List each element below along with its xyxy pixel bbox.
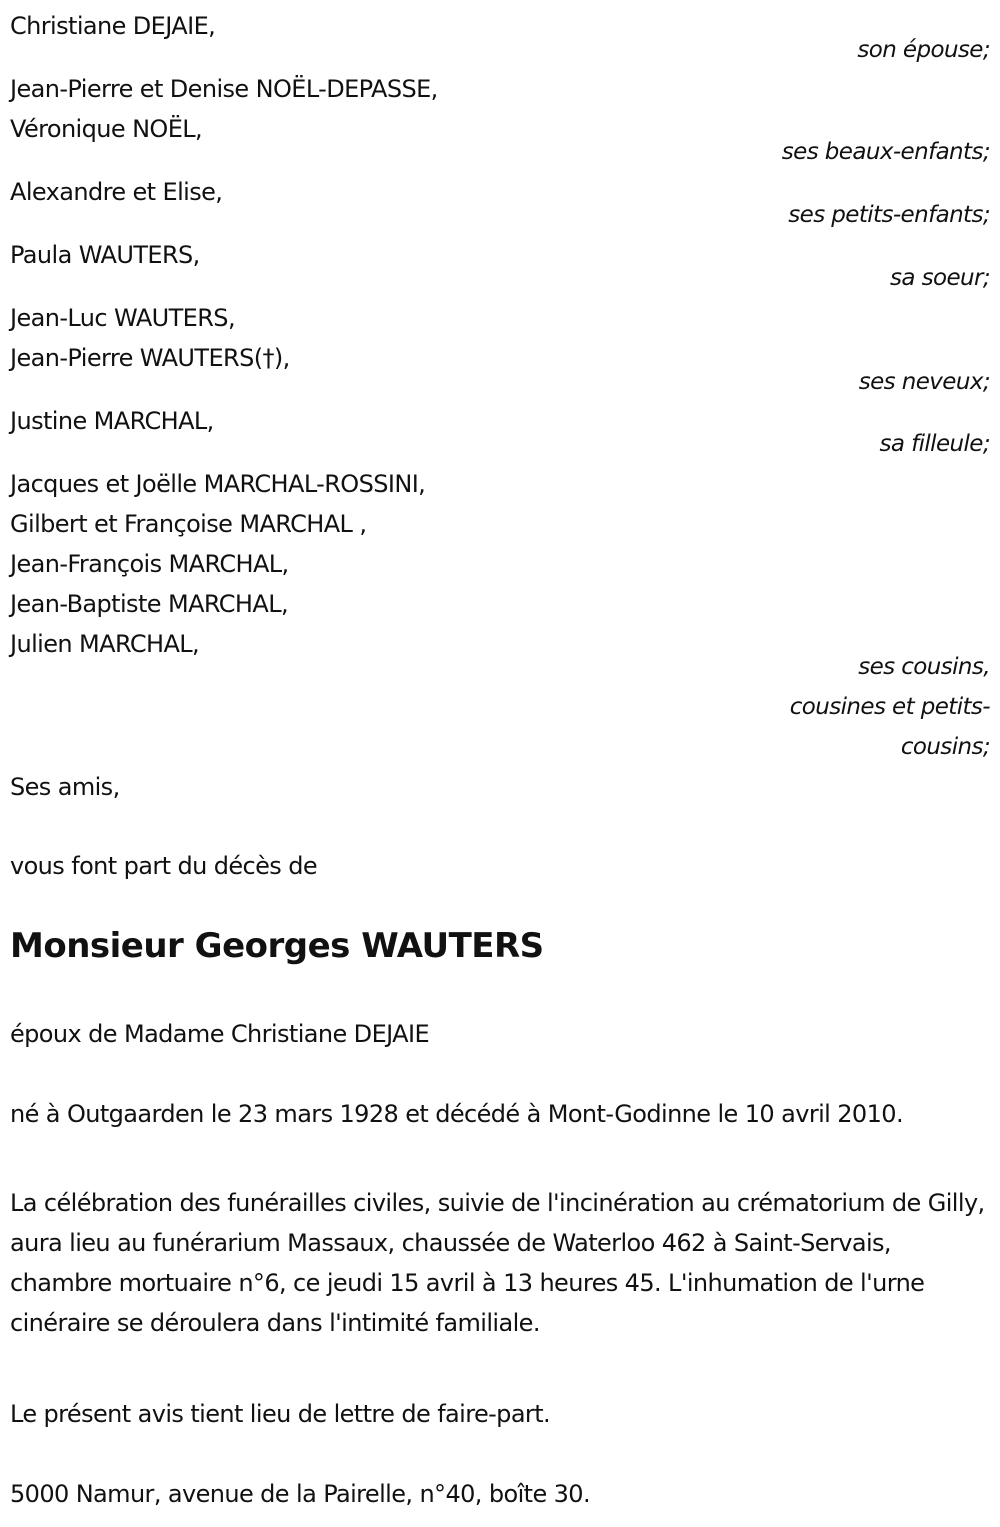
notice-line: Le présent avis tient lieu de lettre de faire-part. — [10, 1400, 551, 1428]
family-relation: ses neveux; — [858, 369, 990, 395]
family-relation: sa soeur; — [890, 265, 990, 291]
family-relation: son épouse; — [857, 37, 990, 63]
family-relation: ses cousins, — [858, 654, 990, 680]
address-line: 5000 Namur, avenue de la Pairelle, n°40, boîte 30. — [10, 1480, 591, 1508]
family-relation: ses petits-enfants; — [788, 202, 990, 228]
deceased-name: Monsieur Georges WAUTERS — [10, 926, 544, 966]
friends-line: Ses amis, — [10, 773, 120, 801]
family-name: Justine MARCHAL, — [10, 407, 214, 435]
family-name: Jean-Baptiste MARCHAL, — [10, 590, 288, 618]
family-name: Gilbert et Françoise MARCHAL , — [10, 510, 367, 538]
family-name: Jacques et Joëlle MARCHAL-ROSSINI, — [10, 470, 426, 498]
family-name: Jean-François MARCHAL, — [10, 550, 289, 578]
family-name: Jean-Pierre WAUTERS(†), — [10, 344, 290, 372]
family-relation: ses beaux-enfants; — [781, 139, 990, 165]
ceremony-paragraph: La célébration des funérailles civiles, suivie de l'incinération au crématorium de Gilly, aura lieu au funérarium Massaux, chaussée de Waterloo 462 à Saint-Servais, chambre mortuaire n°6, ce jeudi 15 avril à 13 heures 45. L'inhumation de l'urne cinéraire se déroulera dans l'intimité familiale. — [10, 1189, 985, 1337]
family-name: Christiane DEJAIE, — [10, 12, 216, 40]
family-name: Julien MARCHAL, — [10, 630, 200, 658]
family-name: Jean-Luc WAUTERS, — [10, 304, 235, 332]
announcement-line: vous font part du décès de — [10, 852, 318, 880]
spouse-line: époux de Madame Christiane DEJAIE — [10, 1020, 430, 1048]
family-relation: cousins; — [900, 734, 990, 760]
family-name: Alexandre et Elise, — [10, 178, 223, 206]
family-relation: cousines et petits- — [789, 694, 990, 720]
family-name: Paula WAUTERS, — [10, 241, 200, 269]
family-name: Jean-Pierre et Denise NOËL-DEPASSE, — [10, 75, 438, 103]
birth-death-paragraph: né à Outgaarden le 23 mars 1928 et décédé à Mont-Godinne le 10 avril 2010. — [10, 1100, 903, 1128]
family-relation: sa filleule; — [879, 431, 990, 457]
family-name: Véronique NOËL, — [10, 115, 203, 143]
